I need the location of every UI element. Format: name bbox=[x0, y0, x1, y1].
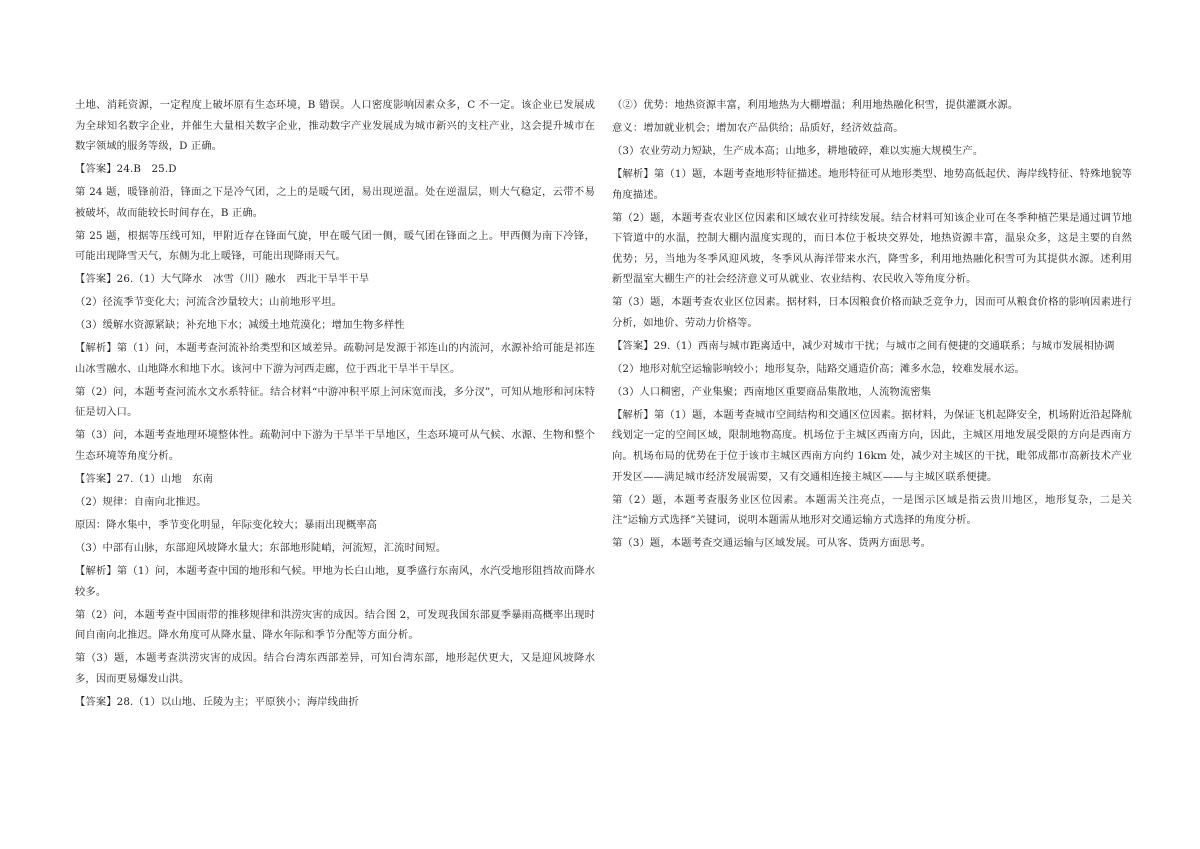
paragraph: 第（3）问，本题考查地理环境整体性。疏勒河中下游为干旱半干旱地区，生态环境可从气候、水源、生物和整个生态环境等角度分析。 bbox=[75, 429, 595, 463]
paragraph: 【答案】29.（1）西南与城市距离适中，减少对城市干扰；与城市之间有便捷的交通联系；与城市发展相协调 bbox=[612, 339, 1115, 352]
paragraph: （3）中部有山脉，东部迎风坡降水量大；东部地形陡峭，河流短，汇流时间短。 bbox=[75, 541, 447, 554]
paragraph: 第 25 题，根据等压线可知，甲附近存在锋面气旋，甲在暖气团一侧，暖气团在锋面之上。甲西侧为南下冷锋，可能出现降雪天气，东侧为北上暖锋，可能出现降雨天气。 bbox=[75, 229, 595, 263]
paragraph: 第（2）题，本题考查服务业区位因素。本题需关注亮点，一是图示区域是指云贵川地区，地形复杂，二是关注“运输方式选择”关键词，说明本题需从地形对交通运输方式选择的角度分析。 bbox=[612, 493, 1132, 527]
paragraph: 原因：降水集中，季节变化明显，年际变化较大；暴雨出现概率高 bbox=[75, 518, 378, 531]
paragraph: （2）径流季节变化大；河流含沙量较大；山前地形平坦。 bbox=[75, 296, 343, 309]
left-column bbox=[75, 95, 595, 715]
paragraph: （3）农业劳动力短缺，生产成本高；山地多，耕地破碎，难以实施大规模生产。 bbox=[612, 144, 984, 157]
paragraph: （3）人口稠密，产业集聚；西南地区重要商品集散地，人流物流密集 bbox=[612, 385, 932, 398]
paragraph: 第（2）题，本题考查农业区位因素和区域农业可持续发展。结合材料可知该企业可在冬季种植芒果是通过调节地下管道中的水温，控制大棚内温度实现的，而日本位于板块交界处，地热资源丰富，温泉众多，这是主要的自然优势；另，当地为冬季风迎风坡，冬季风从海洋带来水汽，降雪多，利用地热融化积雪可为其提供水源。述利用新型温室大棚生产的社会经济意义可从就业、农业结构、农民收入等角度分析。 bbox=[612, 211, 1132, 286]
paragraph: 【答案】28.（1）以山地、丘陵为主；平原狭小；海岸线曲折 bbox=[75, 695, 359, 708]
paragraph: （3）缓解水资源紧缺；补充地下水；减缓土地荒漠化；增加生物多样性 bbox=[75, 319, 405, 332]
paragraph: 【解析】第（1）题，本题考查地形特征描述。地形特征可从地形类型、地势高低起伏、海岸线特征、特殊地貌等角度描述。 bbox=[612, 167, 1132, 201]
paragraph: （②）优势：地热资源丰富，利用地热为大棚增温；利用地热融化积雪，提供灌溉水源。 bbox=[612, 99, 1019, 111]
paragraph: 第（2）问，本题考查河流水文水系特征。结合材料“中游冲积平原上河床宽而浅，多分汊”，可知从地形和河床特征是切入口。 bbox=[75, 385, 595, 419]
paragraph: 第 24 题，暖锋前沿，锋面之下是冷气团，之上的是暖气团，易出现逆温。处在逆温层，则大气稳定，云带不易被破坏，故而能较长时间存在，B 正确。 bbox=[75, 186, 595, 219]
paragraph: （2）规律：自南向北推迟。 bbox=[75, 495, 207, 508]
right-column bbox=[612, 95, 1132, 556]
paragraph: 【解析】第（1）问，本题考查河流补给类型和区域差异。疏勒河是发源于祁连山的内流河，水源补给可能是祁连山冰雪融水、山地降水和地下水。该河中下游为河西走廊，位于西北干旱半干旱区。 bbox=[75, 342, 595, 375]
paragraph: （2）地形对航空运输影响较小；地形复杂，陆路交通造价高；滩多水急，较难发展水运。 bbox=[612, 362, 1025, 375]
paragraph: 【答案】24.B 25.D bbox=[75, 163, 177, 176]
paragraph: 土地、消耗资源，一定程度上破坏原有生态环境，B 错误。人口密度影响因素众多，C 不一定。该企业已发展成为全球知名数字企业，并催生大量相关数字企业，推动数字产业发展成为城市新兴的支柱产业，这会提升城市在数字领域的服务等级，D 正确。 bbox=[75, 99, 595, 153]
paragraph: 【解析】第（1）问，本题考查中国的地形和气候。甲地为长白山地，夏季盛行东南风，水汽受地形阻挡故而降水较多。 bbox=[75, 564, 595, 598]
paragraph: 第（2）问，本题考查中国雨带的推移规律和洪涝灾害的成因。结合图 2，可发现我国东部夏季暴雨高概率出现时间自南向北推迟。降水角度可从降水量、降水年际和季节分配等方面分析。 bbox=[75, 608, 595, 642]
paragraph: 【解析】第（1）题，本题考查城市空间结构和交通区位因素。据材料，为保证飞机起降安全，机场附近沿起降航线划定一定的空间区域，限制地物高度。机场位于主城区西南方向，因此，主城区用地发展受限的方向是西南方向。机场布局的优势在于位于该市主城区西南方向约 16km 处，减少对主城区的干扰，毗邻成都市高新技术产业开发区——满足城市经济发展需要，又有交通相连接主城区——与主城区联系便捷。 bbox=[612, 408, 1132, 483]
paragraph: 【答案】27.（1）山地 东南 bbox=[75, 473, 213, 485]
paragraph: 意义：增加就业机会；增加农产品供给；品质好，经济效益高。 bbox=[612, 121, 904, 134]
paragraph: 第（3）题，本题考查洪涝灾害的成因。结合台湾东西部差异，可知台湾东部，地形起伏更大，又是迎风坡降水多，因而更易爆发山洪。 bbox=[75, 652, 595, 685]
paragraph: 【答案】26.（1）大气降水 冰雪（川）融水 西北干旱半干旱 bbox=[75, 273, 370, 286]
paragraph: 第（3）题，本题考查交通运输与区域发展。可从客、货两方面思考。 bbox=[612, 537, 932, 550]
paragraph: 第（3）题，本题考查农业区位因素。据材料，日本因粮食价格而缺乏竞争力，因而可从粮食价格的影响因素进行分析，如地价、劳动力价格等。 bbox=[612, 296, 1132, 329]
